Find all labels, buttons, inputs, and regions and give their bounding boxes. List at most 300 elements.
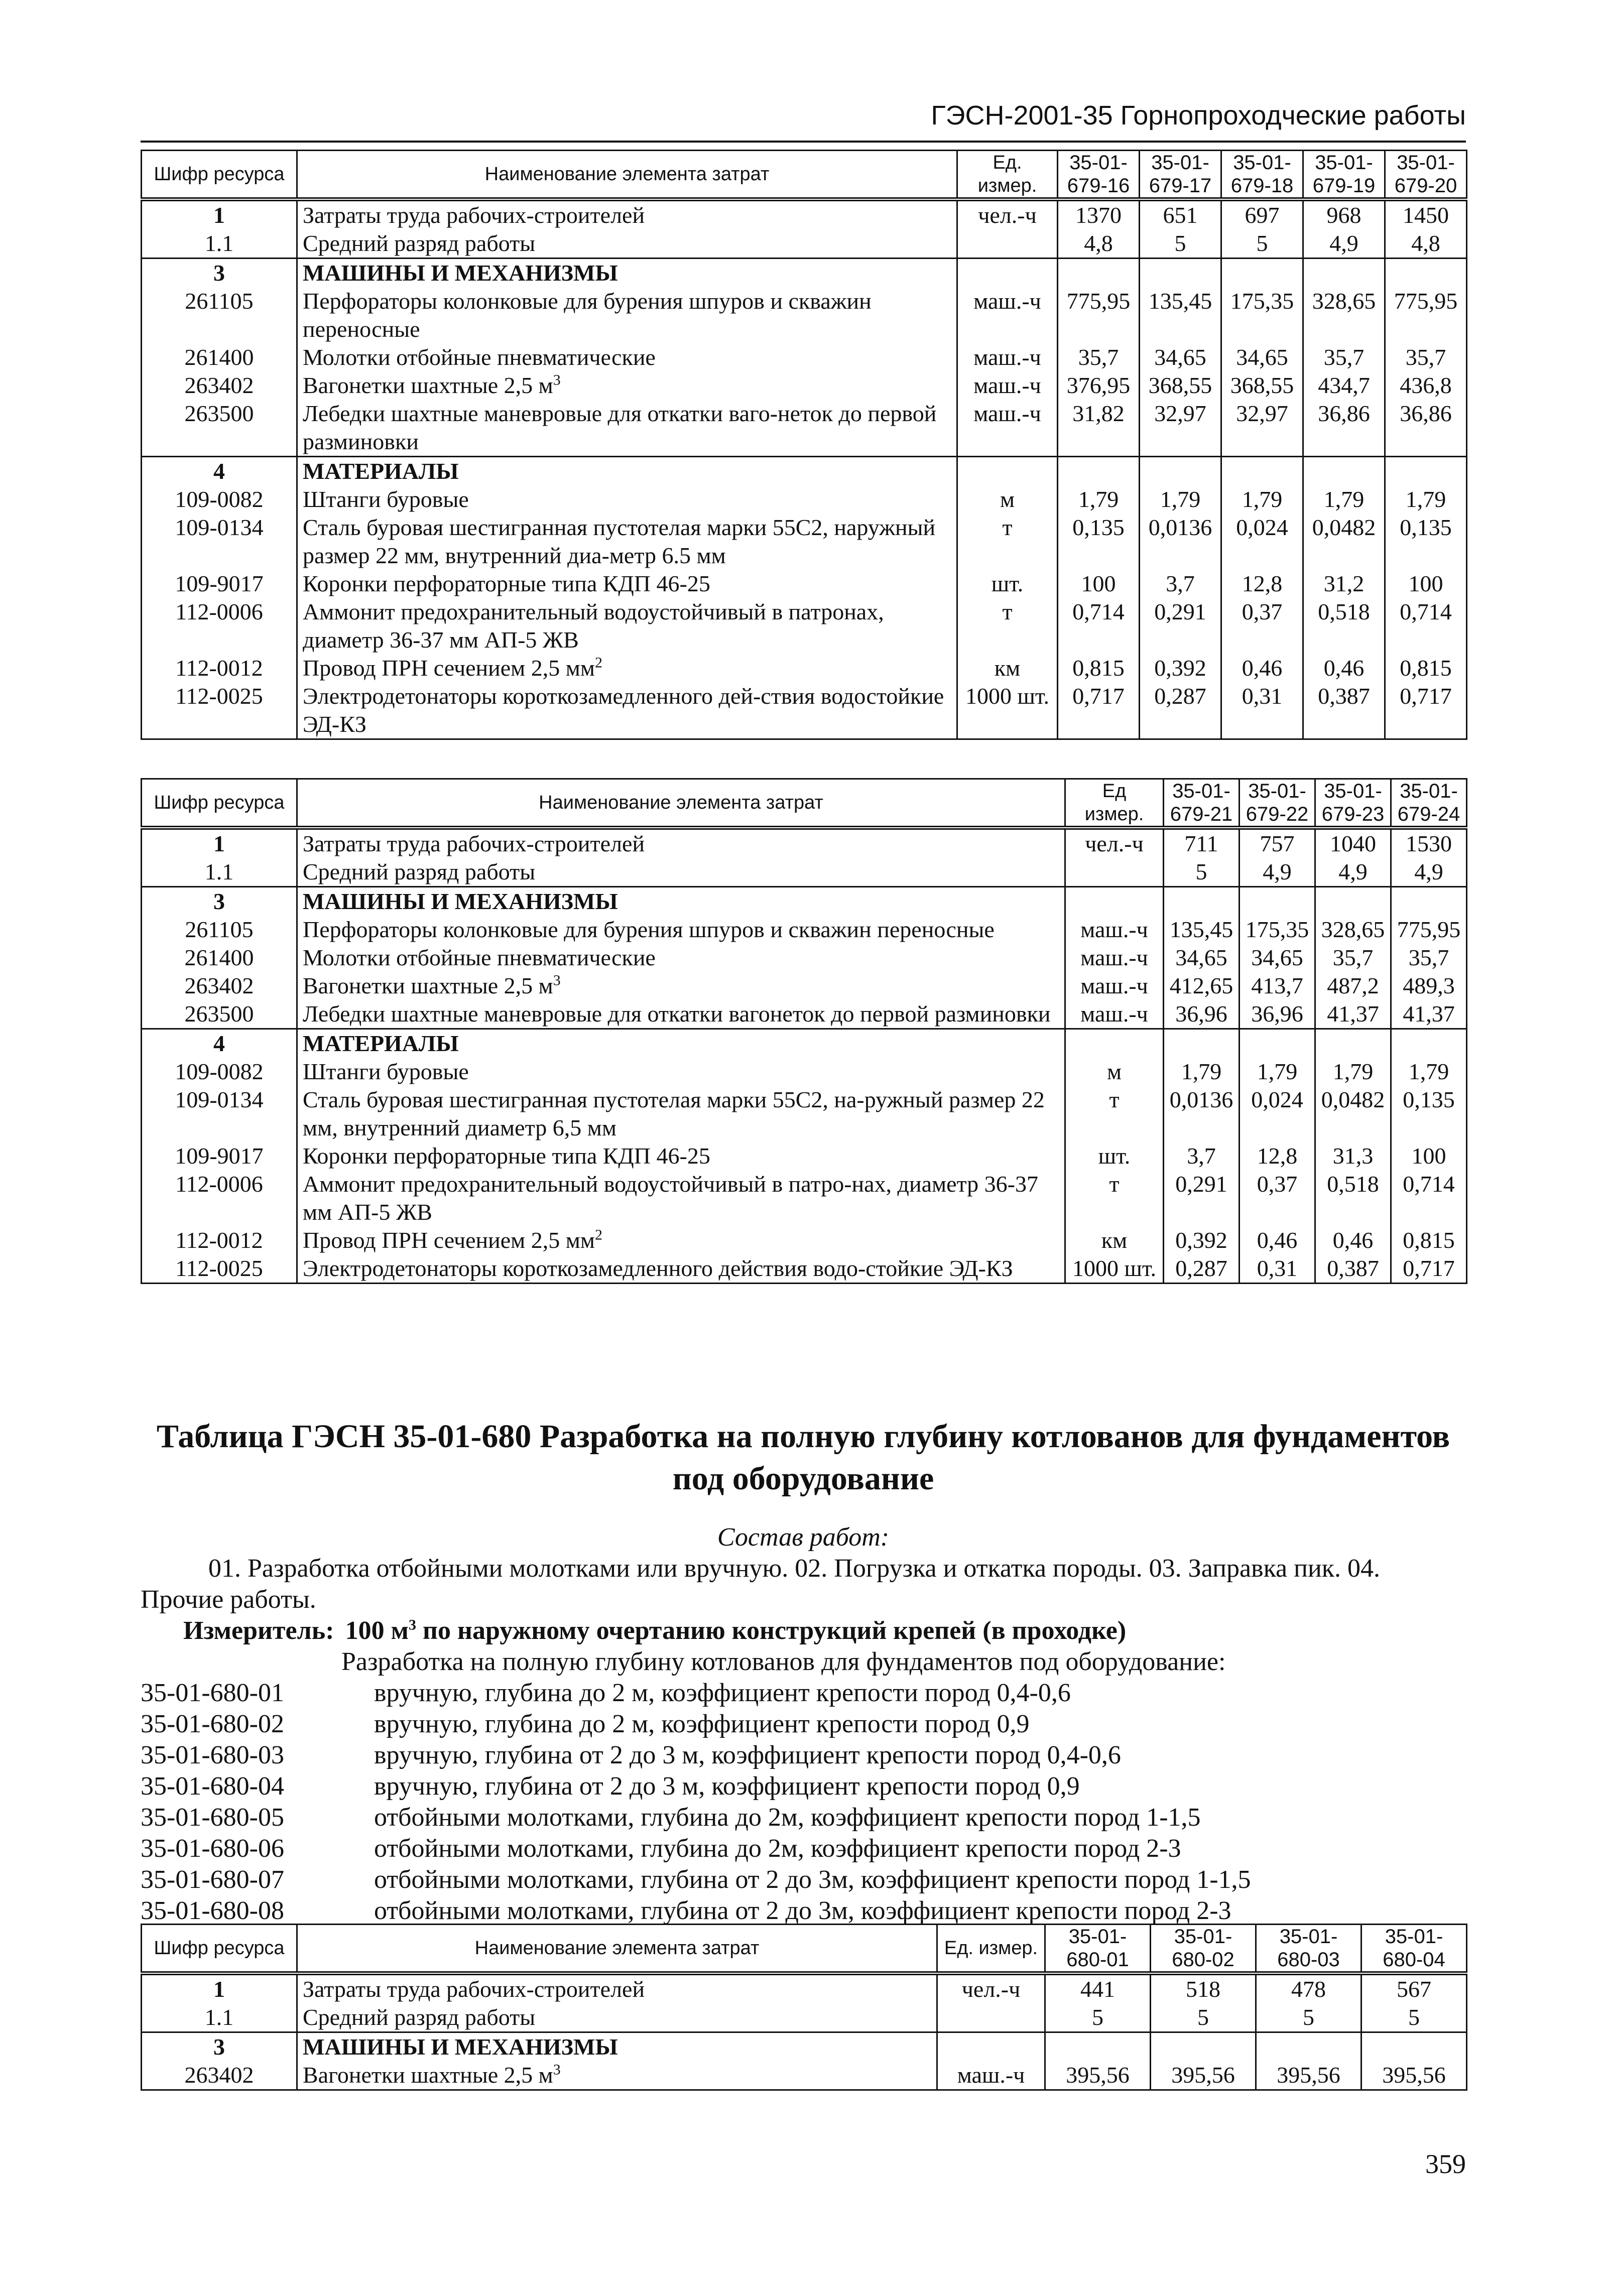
cost-element-name-cell <box>297 1058 1065 1086</box>
resource-code-cell: 4 <box>142 1029 297 1058</box>
value-cell: 436,8 <box>1385 371 1467 400</box>
value-cell: 368,55 <box>1221 371 1303 400</box>
value-cell: 0,518 <box>1315 1170 1391 1226</box>
value-cell: 0,31 <box>1221 682 1303 739</box>
table-row <box>142 229 1467 259</box>
value-cell: 41,37 <box>1391 1000 1467 1029</box>
value-cell: 4,8 <box>1058 229 1140 259</box>
variant-description: вручную, глубина от 2 до 3 м, коэффициент крепости пород 0,9 <box>374 1772 1080 1801</box>
value-cell: 32,97 <box>1221 400 1303 457</box>
value-cell: 31,3 <box>1315 1142 1391 1170</box>
norm-code-part: 679-20 <box>1394 175 1457 197</box>
value-cell: 0,392 <box>1140 654 1221 682</box>
resource-code-cell: 112-0006 <box>142 1170 297 1226</box>
value-cell: 41,37 <box>1315 1000 1391 1029</box>
value-cell <box>1140 259 1221 288</box>
resource-code-cell: 4 <box>142 457 297 486</box>
cost-element-name: Сталь буровая шестигранная пустотелая марки 55С2, на-ружный размер 22 мм, внутренний диаметр 6,5 мм <box>303 1087 1045 1140</box>
header-norm-code <box>1045 1925 1151 1974</box>
table-row <box>142 1973 1467 2003</box>
table-header <box>142 779 1467 828</box>
unit-cell <box>957 259 1058 288</box>
value-cell: 1,79 <box>1058 485 1140 514</box>
unit-cell: маш.-ч <box>957 371 1058 400</box>
value-cell: 395,56 <box>1256 2061 1362 2090</box>
cost-element-name: Затраты труда рабочих-строителей <box>303 1976 645 2002</box>
table-row <box>142 400 1467 457</box>
unit-cell: шт. <box>1065 1142 1164 1170</box>
value-cell: 478 <box>1256 1973 1362 2003</box>
header-norm-code <box>1240 779 1315 828</box>
resource-code-cell: 109-0134 <box>142 514 297 570</box>
cost-element-name: Вагонетки шахтные 2,5 м <box>303 973 553 998</box>
value-cell: 3,7 <box>1140 570 1221 598</box>
value-cell: 1,79 <box>1164 1058 1240 1086</box>
value-cell: 5 <box>1045 2003 1151 2032</box>
cost-element-name: Вагонетки шахтные 2,5 м <box>303 2062 553 2088</box>
variant-item <box>141 1740 1466 1771</box>
norm-code-part: 679-22 <box>1246 803 1309 825</box>
unit-cell: шт. <box>957 570 1058 598</box>
variant-code: 35-01-680-04 <box>141 1772 284 1801</box>
unit-cell: чел.-ч <box>937 1973 1045 2003</box>
value-cell: 35,7 <box>1385 343 1467 371</box>
unit-cell <box>957 229 1058 259</box>
cost-element-name-cell <box>297 1086 1065 1142</box>
value-cell: 487,2 <box>1315 972 1391 1000</box>
variant-code: 35-01-680-07 <box>141 1865 284 1894</box>
cost-element-name-cell <box>297 1226 1065 1254</box>
cost-element-name-cell <box>297 1000 1065 1029</box>
value-cell: 0,717 <box>1391 1254 1467 1284</box>
section-row <box>142 887 1467 916</box>
cost-element-name: Коронки перфораторные типа КДП 46-25 <box>303 1143 710 1169</box>
value-cell <box>1240 1029 1315 1058</box>
value-cell <box>1315 887 1391 916</box>
variant-description: вручную, глубина до 2 м, коэффициент крепости пород 0,4-0,6 <box>374 1679 1071 1707</box>
norm-code-part: 679-19 <box>1312 175 1376 197</box>
variant-description: отбойными молотками, глубина от 2 до 3м, коэффициент крепости пород 2-3 <box>374 1896 1231 1925</box>
value-cell <box>1362 2032 1467 2062</box>
cost-element-name: Лебедки шахтные маневровые для откатки ваго-неток до первой разминовки <box>303 401 937 454</box>
value-cell: 1,79 <box>1221 485 1303 514</box>
unit-cell: м <box>1065 1058 1164 1086</box>
meter-sup: 3 <box>409 1616 417 1633</box>
variants-intro: Разработка на полную глубину котлованов для фундаментов под оборудование: <box>341 1647 1226 1676</box>
cost-element-name-cell <box>297 972 1065 1000</box>
value-cell: 175,35 <box>1240 916 1315 944</box>
variant-description: вручную, глубина до 2 м, коэффициент крепости пород 0,9 <box>374 1710 1030 1738</box>
resource-code-cell: 261400 <box>142 944 297 972</box>
value-cell: 0,291 <box>1140 598 1221 654</box>
value-cell: 0,46 <box>1221 654 1303 682</box>
norm-code-part: 680-02 <box>1172 1949 1234 1971</box>
header-row <box>142 779 1467 828</box>
cost-element-name-cell <box>297 485 957 514</box>
norm-code-part: 679-16 <box>1067 175 1130 197</box>
value-cell <box>1221 457 1303 486</box>
value-cell: 1,79 <box>1240 1058 1315 1086</box>
section-row <box>142 457 1467 486</box>
value-cell: 5 <box>1151 2003 1256 2032</box>
unit-cell: маш.-ч <box>1065 916 1164 944</box>
value-cell: 1,79 <box>1391 1058 1467 1086</box>
value-cell: 35,7 <box>1303 343 1385 371</box>
cost-element-name-cell <box>297 259 957 288</box>
unit-cell: т <box>957 598 1058 654</box>
value-cell: 12,8 <box>1240 1142 1315 1170</box>
value-cell: 413,7 <box>1240 972 1315 1000</box>
header-norm-code <box>1140 151 1221 200</box>
cost-element-name-cell <box>297 2003 937 2032</box>
unit-superscript: 3 <box>553 2061 561 2078</box>
value-cell: 0,287 <box>1140 682 1221 739</box>
variant-code: 35-01-680-02 <box>141 1710 284 1738</box>
header-norm-code <box>1151 1925 1256 1974</box>
norm-code-part: 35-01- <box>1069 152 1128 174</box>
header-norm-code <box>1385 151 1467 200</box>
cost-element-name: Лебедки шахтные маневровые для откатки вагонеток до первой разминовки <box>303 1001 1051 1027</box>
cost-element-name-cell <box>297 457 957 486</box>
unit-cell: т <box>1065 1170 1164 1226</box>
value-cell: 0,387 <box>1303 682 1385 739</box>
value-cell: 0,815 <box>1058 654 1140 682</box>
value-cell: 775,95 <box>1058 287 1140 343</box>
table-row <box>142 1000 1467 1029</box>
table-row <box>142 828 1467 858</box>
value-cell: 1,79 <box>1315 1058 1391 1086</box>
resource-code-cell: 109-0134 <box>142 1086 297 1142</box>
value-cell: 32,97 <box>1140 400 1221 457</box>
cost-element-name: МАШИНЫ И МЕХАНИЗМЫ <box>303 2034 618 2060</box>
norm-code-part: 35-01- <box>1174 1926 1232 1948</box>
value-cell: 4,9 <box>1240 858 1315 887</box>
header-norm-code <box>1315 779 1391 828</box>
value-cell <box>1385 259 1467 288</box>
resource-code-cell: 263402 <box>142 371 297 400</box>
resource-code-cell: 109-9017 <box>142 570 297 598</box>
table-body <box>142 828 1467 1284</box>
table-body <box>142 1973 1467 2090</box>
norm-code-part: 679-23 <box>1321 803 1385 825</box>
value-cell: 0,0136 <box>1164 1086 1240 1142</box>
norm-code-part: 35-01- <box>1385 1926 1443 1948</box>
variant-item <box>141 1895 1466 1927</box>
unit-cell: маш.-ч <box>957 343 1058 371</box>
value-cell: 36,86 <box>1385 400 1467 457</box>
unit-cell: маш.-ч <box>957 287 1058 343</box>
cost-element-name-cell <box>297 570 957 598</box>
value-cell: 0,31 <box>1240 1254 1315 1284</box>
value-cell: 651 <box>1140 199 1221 229</box>
resource-table-680-01-04 <box>141 1924 1467 2091</box>
header-norm-code <box>1058 151 1140 200</box>
value-cell: 968 <box>1303 199 1385 229</box>
table-row <box>142 1170 1467 1226</box>
value-cell: 376,95 <box>1058 371 1140 400</box>
resource-code-cell: 109-0082 <box>142 485 297 514</box>
value-cell: 0,0136 <box>1140 514 1221 570</box>
cost-element-name: Средний разряд работы <box>303 2004 536 2030</box>
table-row <box>142 343 1467 371</box>
cost-element-name-cell <box>297 229 957 259</box>
resource-code-cell: 3 <box>142 887 297 916</box>
value-cell: 489,3 <box>1391 972 1467 1000</box>
cost-element-name: МАТЕРИАЛЫ <box>303 458 459 484</box>
value-cell: 412,65 <box>1164 972 1240 1000</box>
cost-element-name-cell <box>297 514 957 570</box>
unit-cell: маш.-ч <box>957 400 1058 457</box>
value-cell: 0,024 <box>1221 514 1303 570</box>
unit-cell <box>1065 858 1164 887</box>
unit-cell: чел.-ч <box>1065 828 1164 858</box>
cost-element-name-cell <box>297 199 957 229</box>
value-cell <box>1140 457 1221 486</box>
table-row <box>142 858 1467 887</box>
resource-code-cell: 112-0006 <box>142 598 297 654</box>
header-cost-element-name: Наименование элемента затрат <box>297 1925 937 1974</box>
value-cell: 34,65 <box>1164 944 1240 972</box>
unit-cell: км <box>957 654 1058 682</box>
norm-code-part: 35-01- <box>1400 780 1458 802</box>
norm-code-part: 35-01- <box>1397 152 1455 174</box>
unit-cell: маш.-ч <box>1065 972 1164 1000</box>
table-row <box>142 287 1467 343</box>
cost-element-name: Молотки отбойные пневматические <box>303 344 656 370</box>
variant-code: 35-01-680-05 <box>141 1803 284 1832</box>
value-cell: 1450 <box>1385 199 1467 229</box>
unit-cell: т <box>957 514 1058 570</box>
resource-code-cell: 109-0082 <box>142 1058 297 1086</box>
resource-code-cell: 112-0012 <box>142 1226 297 1254</box>
table-row <box>142 654 1467 682</box>
value-cell <box>1058 457 1140 486</box>
table-row <box>142 1226 1467 1254</box>
value-cell: 395,56 <box>1045 2061 1151 2090</box>
meter-line <box>183 1615 1466 1646</box>
resource-code-cell: 1 <box>142 1973 297 2003</box>
table-row <box>142 1254 1467 1284</box>
value-cell: 0,0482 <box>1303 514 1385 570</box>
resource-code-cell: 1.1 <box>142 858 297 887</box>
value-cell: 697 <box>1221 199 1303 229</box>
variant-description: вручную, глубина от 2 до 3 м, коэффициент крепости пород 0,4-0,6 <box>374 1741 1121 1769</box>
cost-element-name-cell <box>297 944 1065 972</box>
resource-code-cell: 261105 <box>142 916 297 944</box>
table-header <box>142 1925 1467 1974</box>
composition-caption: Состав работ: <box>717 1523 890 1552</box>
value-cell <box>1303 457 1385 486</box>
variant-item <box>141 1802 1466 1833</box>
value-cell: 0,714 <box>1385 598 1467 654</box>
header-unit: Ед. измер. <box>937 1925 1045 1974</box>
norm-code-part: 35-01- <box>1068 1926 1127 1948</box>
table-row <box>142 682 1467 739</box>
cost-element-name: Перфораторы колонковые для бурения шпуров и скважин переносные <box>303 288 872 342</box>
value-cell: 4,8 <box>1385 229 1467 259</box>
resource-code-cell: 109-9017 <box>142 1142 297 1170</box>
value-cell: 35,7 <box>1315 944 1391 972</box>
table-row <box>142 2061 1467 2090</box>
value-cell: 518 <box>1151 1973 1256 2003</box>
value-cell: 757 <box>1240 828 1315 858</box>
value-cell: 0,387 <box>1315 1254 1391 1284</box>
header-title: ГЭСН-2001-35 Горнопроходческие работы <box>931 100 1466 131</box>
value-cell: 5 <box>1140 229 1221 259</box>
norm-code-part: 679-21 <box>1170 803 1233 825</box>
resource-code-cell: 263500 <box>142 400 297 457</box>
value-cell: 4,9 <box>1303 229 1385 259</box>
resource-code-cell: 261105 <box>142 287 297 343</box>
header-norm-code <box>1164 779 1240 828</box>
table-row <box>142 598 1467 654</box>
page-number: 359 <box>1425 2149 1466 2179</box>
value-cell: 775,95 <box>1391 916 1467 944</box>
variant-item <box>141 1833 1466 1864</box>
norm-code-part: 679-17 <box>1149 175 1212 197</box>
value-cell: 0,717 <box>1385 682 1467 739</box>
cost-element-name-cell <box>297 682 957 739</box>
value-cell: 34,65 <box>1221 343 1303 371</box>
variant-code: 35-01-680-06 <box>141 1834 284 1863</box>
table-row <box>142 1058 1467 1086</box>
unit-superscript: 3 <box>553 972 561 989</box>
value-cell: 328,65 <box>1303 287 1385 343</box>
value-cell: 35,7 <box>1058 343 1140 371</box>
value-cell: 0,815 <box>1385 654 1467 682</box>
value-cell <box>1221 259 1303 288</box>
value-cell: 0,717 <box>1058 682 1140 739</box>
norm-code-part: 680-01 <box>1066 1949 1129 1971</box>
variant-code: 35-01-680-03 <box>141 1741 284 1769</box>
value-cell <box>1391 1029 1467 1058</box>
value-cell: 775,95 <box>1385 287 1467 343</box>
header-resource-code: Шифр ресурса <box>142 779 297 828</box>
norm-code-part: 35-01- <box>1324 780 1382 802</box>
header-cost-element-name: Наименование элемента затрат <box>297 151 957 200</box>
norm-code-part: 35-01- <box>1233 152 1291 174</box>
cost-element-name: МАТЕРИАЛЫ <box>303 1031 459 1056</box>
cost-element-name-cell <box>297 887 1065 916</box>
cost-element-name-cell <box>297 400 957 457</box>
value-cell: 135,45 <box>1164 916 1240 944</box>
unit-cell: 1000 шт. <box>1065 1254 1164 1284</box>
unit-cell: маш.-ч <box>937 2061 1045 2090</box>
value-cell <box>1151 2032 1256 2062</box>
header-cost-element-name: Наименование элемента затрат <box>297 779 1065 828</box>
variant-description: отбойными молотками, глубина до 2м, коэффициент крепости пород 1-1,5 <box>374 1803 1201 1832</box>
unit-cell <box>1065 887 1164 916</box>
value-cell: 4,9 <box>1391 858 1467 887</box>
variant-description: отбойными молотками, глубина до 2м, коэффициент крепости пород 2-3 <box>374 1834 1181 1863</box>
cost-element-name-cell <box>297 343 957 371</box>
resource-code-cell: 112-0012 <box>142 654 297 682</box>
unit-superscript: 2 <box>595 1226 603 1243</box>
value-cell: 0,135 <box>1058 514 1140 570</box>
norm-code-part: 679-24 <box>1397 803 1460 825</box>
cost-element-name-cell <box>297 1254 1065 1284</box>
value-cell: 1,79 <box>1140 485 1221 514</box>
cost-element-name-cell <box>297 2061 937 2090</box>
cost-element-name: Средний разряд работы <box>303 859 536 884</box>
value-cell <box>1240 887 1315 916</box>
value-cell: 711 <box>1164 828 1240 858</box>
value-cell: 34,65 <box>1240 944 1315 972</box>
value-cell: 1,79 <box>1303 485 1385 514</box>
cost-element-name: Перфораторы колонковые для бурения шпуров и скважин переносные <box>303 917 995 942</box>
value-cell <box>1315 1029 1391 1058</box>
value-cell: 4,9 <box>1315 858 1391 887</box>
cost-element-name-cell <box>297 598 957 654</box>
value-cell: 3,7 <box>1164 1142 1240 1170</box>
resource-table-679-21-24 <box>141 778 1467 1284</box>
value-cell: 1,79 <box>1385 485 1467 514</box>
cost-element-name-cell <box>297 1142 1065 1170</box>
resource-table-679-16-20 <box>141 150 1467 740</box>
header-row <box>142 151 1467 200</box>
cost-element-name: Штанги буровые <box>303 486 469 512</box>
resource-code-cell: 263500 <box>142 1000 297 1029</box>
norm-code-part: 680-04 <box>1383 1949 1445 1971</box>
norm-code-part: 35-01- <box>1151 152 1209 174</box>
value-cell <box>1303 259 1385 288</box>
cost-element-name: Провод ПРН сечением 2,5 мм <box>303 1227 595 1253</box>
cost-element-name: Аммонит предохранительный водоустойчивый в патро-нах, диаметр 36-37 мм АП-5 ЖВ <box>303 1171 1038 1225</box>
table-row <box>142 371 1467 400</box>
value-cell: 12,8 <box>1221 570 1303 598</box>
value-cell <box>1058 259 1140 288</box>
value-cell: 5 <box>1164 858 1240 887</box>
unit-cell: чел.-ч <box>957 199 1058 229</box>
value-cell: 100 <box>1391 1142 1467 1170</box>
value-cell: 1040 <box>1315 828 1391 858</box>
value-cell: 395,56 <box>1362 2061 1467 2090</box>
table-row <box>142 1142 1467 1170</box>
resource-code-cell: 263402 <box>142 2061 297 2090</box>
unit-superscript: 3 <box>553 371 561 389</box>
resource-code-cell: 3 <box>142 259 297 288</box>
table-row <box>142 972 1467 1000</box>
cost-element-name: Аммонит предохранительный водоустойчивый в патронах, диаметр 36-37 мм АП-5 ЖВ <box>303 599 884 653</box>
value-cell <box>1256 2032 1362 2062</box>
unit-cell: м <box>957 485 1058 514</box>
value-cell: 0,518 <box>1303 598 1385 654</box>
cost-element-name-cell <box>297 1973 937 2003</box>
cost-element-name: Затраты труда рабочих-строителей <box>303 831 645 856</box>
unit-cell <box>937 2003 1045 2032</box>
value-cell: 567 <box>1362 1973 1467 2003</box>
section-row <box>142 2032 1467 2062</box>
value-cell: 0,815 <box>1391 1226 1467 1254</box>
unit-cell: т <box>1065 1086 1164 1142</box>
resource-code-cell: 1.1 <box>142 229 297 259</box>
table-row <box>142 1086 1467 1142</box>
value-cell: 36,96 <box>1164 1000 1240 1029</box>
unit-cell: км <box>1065 1226 1164 1254</box>
value-cell: 0,291 <box>1164 1170 1240 1226</box>
variant-description: отбойными молотками, глубина от 2 до 3м, коэффициент крепости пород 1-1,5 <box>374 1865 1251 1894</box>
unit-cell <box>937 2032 1045 2062</box>
table-row <box>142 2003 1467 2032</box>
table-row <box>142 485 1467 514</box>
unit-cell <box>957 457 1058 486</box>
value-cell: 34,65 <box>1140 343 1221 371</box>
resource-code-cell: 261400 <box>142 343 297 371</box>
value-cell <box>1045 2032 1151 2062</box>
cost-element-name: Штанги буровые <box>303 1059 469 1084</box>
value-cell: 0,287 <box>1164 1254 1240 1284</box>
value-cell: 0,714 <box>1058 598 1140 654</box>
